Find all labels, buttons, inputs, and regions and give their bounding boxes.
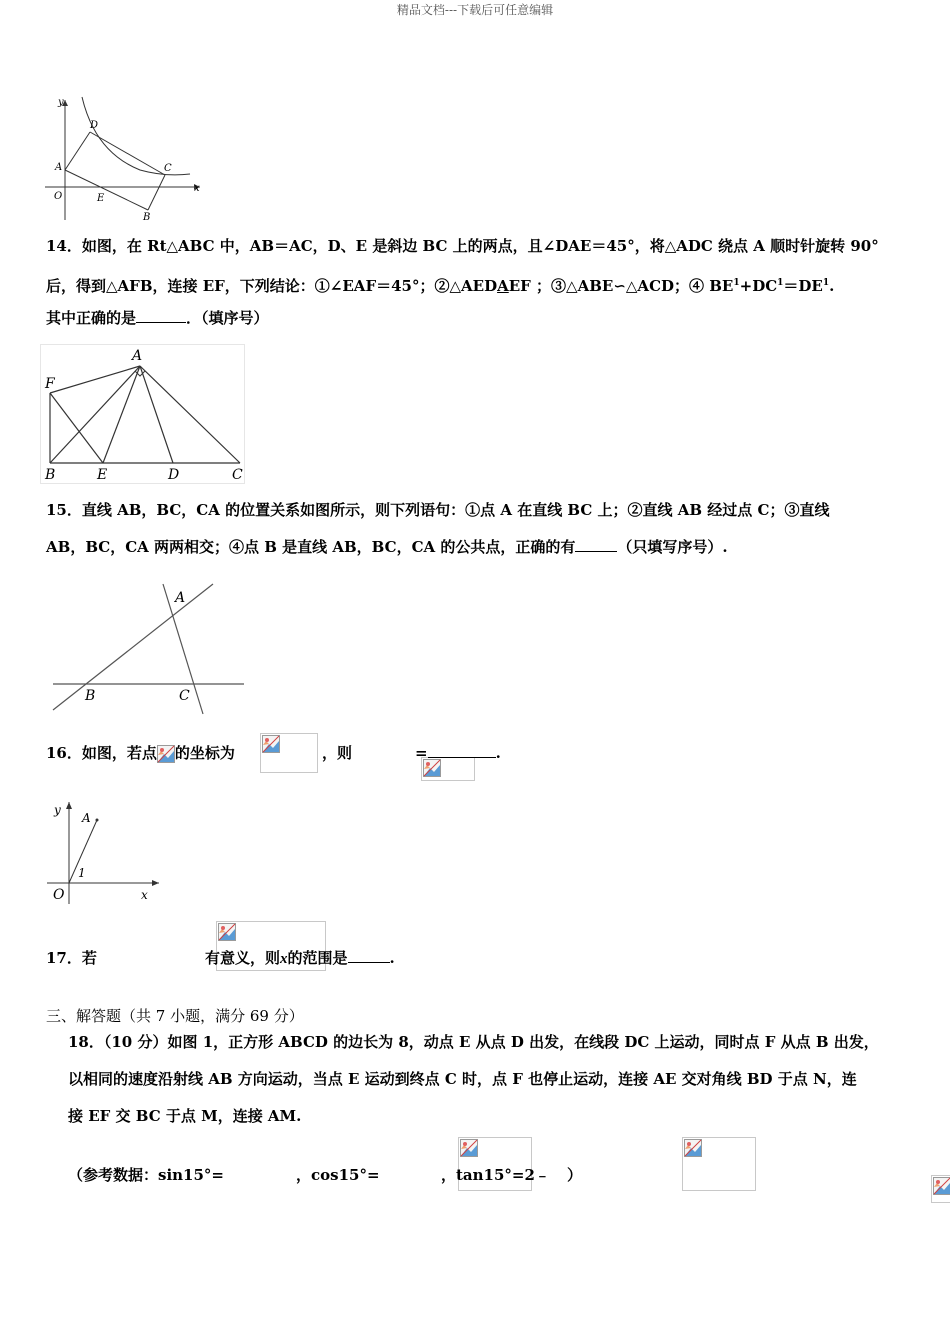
q14-sup-3: 1 — [822, 278, 830, 288]
q14-sup-2: 1 — [777, 278, 784, 288]
q17-line — [46, 948, 97, 968]
q14-line2-part-c: +DC — [739, 277, 778, 295]
fig14-label-B: B — [45, 467, 56, 483]
broken-image-icon — [460, 1139, 478, 1157]
q18-ref-part-a: （参考数据：sin15°= — [68, 1166, 224, 1184]
fig13-label-A: A — [55, 162, 63, 173]
figure-q13 — [40, 92, 210, 227]
q18-line-3: 接 EF 交 BC 于点 M，连接 AM. — [68, 1107, 302, 1125]
q14-line3-part-b: ．（填序号） — [186, 309, 269, 327]
broken-image-icon — [157, 745, 175, 763]
fig13-label-D: D — [90, 120, 99, 131]
cos15-value-image — [682, 1137, 756, 1191]
broken-image-icon — [218, 923, 236, 941]
page-header: 精品文档---下载后可任意编辑 — [396, 3, 554, 17]
fig13-label-B: B — [143, 212, 151, 223]
fig15-label-B: B — [85, 688, 96, 704]
q17-part-a: 17．若 — [46, 949, 97, 967]
q16-part-e: . — [495, 744, 501, 762]
q14-line2-part-d: ＝DE — [783, 277, 823, 295]
q15-line2-part-b: （只填写序号）. — [617, 538, 728, 556]
q16-coordinate-image — [260, 733, 318, 773]
q14-line2-part-a: 后，得到△AFB，连接 EF，下列结论：①∠EAF＝45°；②△AED — [46, 277, 498, 295]
figure-q16 — [44, 798, 169, 906]
q18-ref-part-d: ） — [567, 1166, 583, 1184]
fig13-label-O: O — [54, 191, 63, 202]
section-3-title: 三、解答题（共 7 小题，满分 69 分） — [46, 1007, 304, 1025]
q18-ref-part-b: ，cos15°= — [296, 1166, 380, 1184]
fig13-label-x: x — [194, 183, 200, 194]
q14-congruence-mark: A — [497, 277, 509, 295]
figure-q14 — [40, 344, 245, 484]
q18-reference-end — [567, 1165, 582, 1185]
q17-variable-x: x — [280, 951, 288, 967]
broken-image-icon — [262, 735, 280, 753]
q16-part-c: ，则 — [322, 744, 353, 762]
fig15-label-C: C — [179, 688, 190, 704]
q18-reference-label — [68, 1165, 224, 1185]
q16-part-b: 的坐标为 — [174, 744, 235, 762]
q14-sup-1: 1 — [733, 278, 740, 288]
fig13-label-C: C — [164, 163, 172, 174]
q14-answer-blank[interactable] — [136, 308, 186, 323]
q17-part-c: 的范围是 — [287, 949, 348, 967]
q15-answer-blank[interactable] — [575, 537, 617, 552]
q17-part-d: . — [389, 949, 395, 967]
fig16-label-O: O — [53, 887, 65, 903]
figure-q15 — [48, 578, 248, 718]
q14-line3-part-a: 其中正确的是 — [46, 309, 137, 327]
q14-line-1: 14．如图，在 Rt△ABC 中，AB＝AC，D、E 是斜边 BC 上的两点，且∠DAE＝45°，将△ADC 绕点 A 顺时针旋转 90° — [46, 237, 879, 255]
fig14-label-E: E — [97, 467, 108, 483]
q14-line2-part-e: . — [829, 277, 835, 295]
q17-line-cont — [205, 948, 395, 969]
q14-line-2 — [46, 273, 834, 296]
fig16-label-y: y — [54, 803, 61, 817]
q17-answer-blank[interactable] — [348, 948, 390, 963]
q18-line-1: 18．（10 分）如图 1，正方形 ABCD 的边长为 8，动点 E 从点 D 出发，在线段 DC 上运动，同时点 F 从点 B 出发， — [68, 1033, 879, 1051]
q14-line2-part-b: EF ；③△ABE∽△ACD；④ BE — [508, 277, 734, 295]
broken-image-icon — [933, 1177, 950, 1195]
q16-part-d: = — [415, 744, 428, 762]
q15-line-2 — [46, 537, 728, 557]
fig13-label-y: y — [58, 97, 64, 108]
broken-image-icon — [684, 1139, 702, 1157]
q18-reference-cont — [296, 1165, 380, 1185]
q16-answer-blank[interactable] — [428, 743, 496, 758]
fig14-label-F: F — [45, 376, 55, 392]
fig16-label-x: x — [141, 888, 148, 902]
fig14-label-D: D — [168, 467, 180, 483]
q16-line-end — [415, 742, 501, 764]
q15-line-1: 15．直线 AB，BC，CA 的位置关系如图所示，则下列语句：①点 A 在直线 BC 上；②直线 AB 经过点 C；③直线 — [46, 501, 830, 519]
fig16-angle-label: 1 — [78, 866, 86, 880]
fig13-label-E: E — [97, 193, 105, 204]
tan15-value-image — [931, 1175, 950, 1203]
fig14-label-A: A — [132, 348, 143, 364]
fig15-label-A: A — [175, 590, 186, 606]
fig16-label-A: A — [82, 811, 91, 825]
q15-line2-part-a: AB，BC，CA 两两相交；④点 B 是直线 AB，BC，CA 的公共点，正确的有 — [46, 538, 576, 556]
q14-line-3 — [46, 308, 269, 328]
q18-ref-part-c: ，tan15°=2﹣ — [441, 1166, 550, 1184]
fig14-label-C: C — [232, 467, 243, 483]
q18-line-2: 以相同的速度沿射线 AB 方向运动，当点 E 运动到终点 C 时，点 F 也停止运动，连接 AE 交对角线 BD 于点 N，连 — [68, 1070, 857, 1088]
q16-line-cont — [322, 742, 352, 764]
q16-part-a: 16．如图，若点 — [46, 744, 157, 762]
q17-part-b: 有意义，则 — [205, 949, 281, 967]
q18-reference-cont2 — [441, 1165, 550, 1185]
q16-line — [46, 742, 235, 764]
